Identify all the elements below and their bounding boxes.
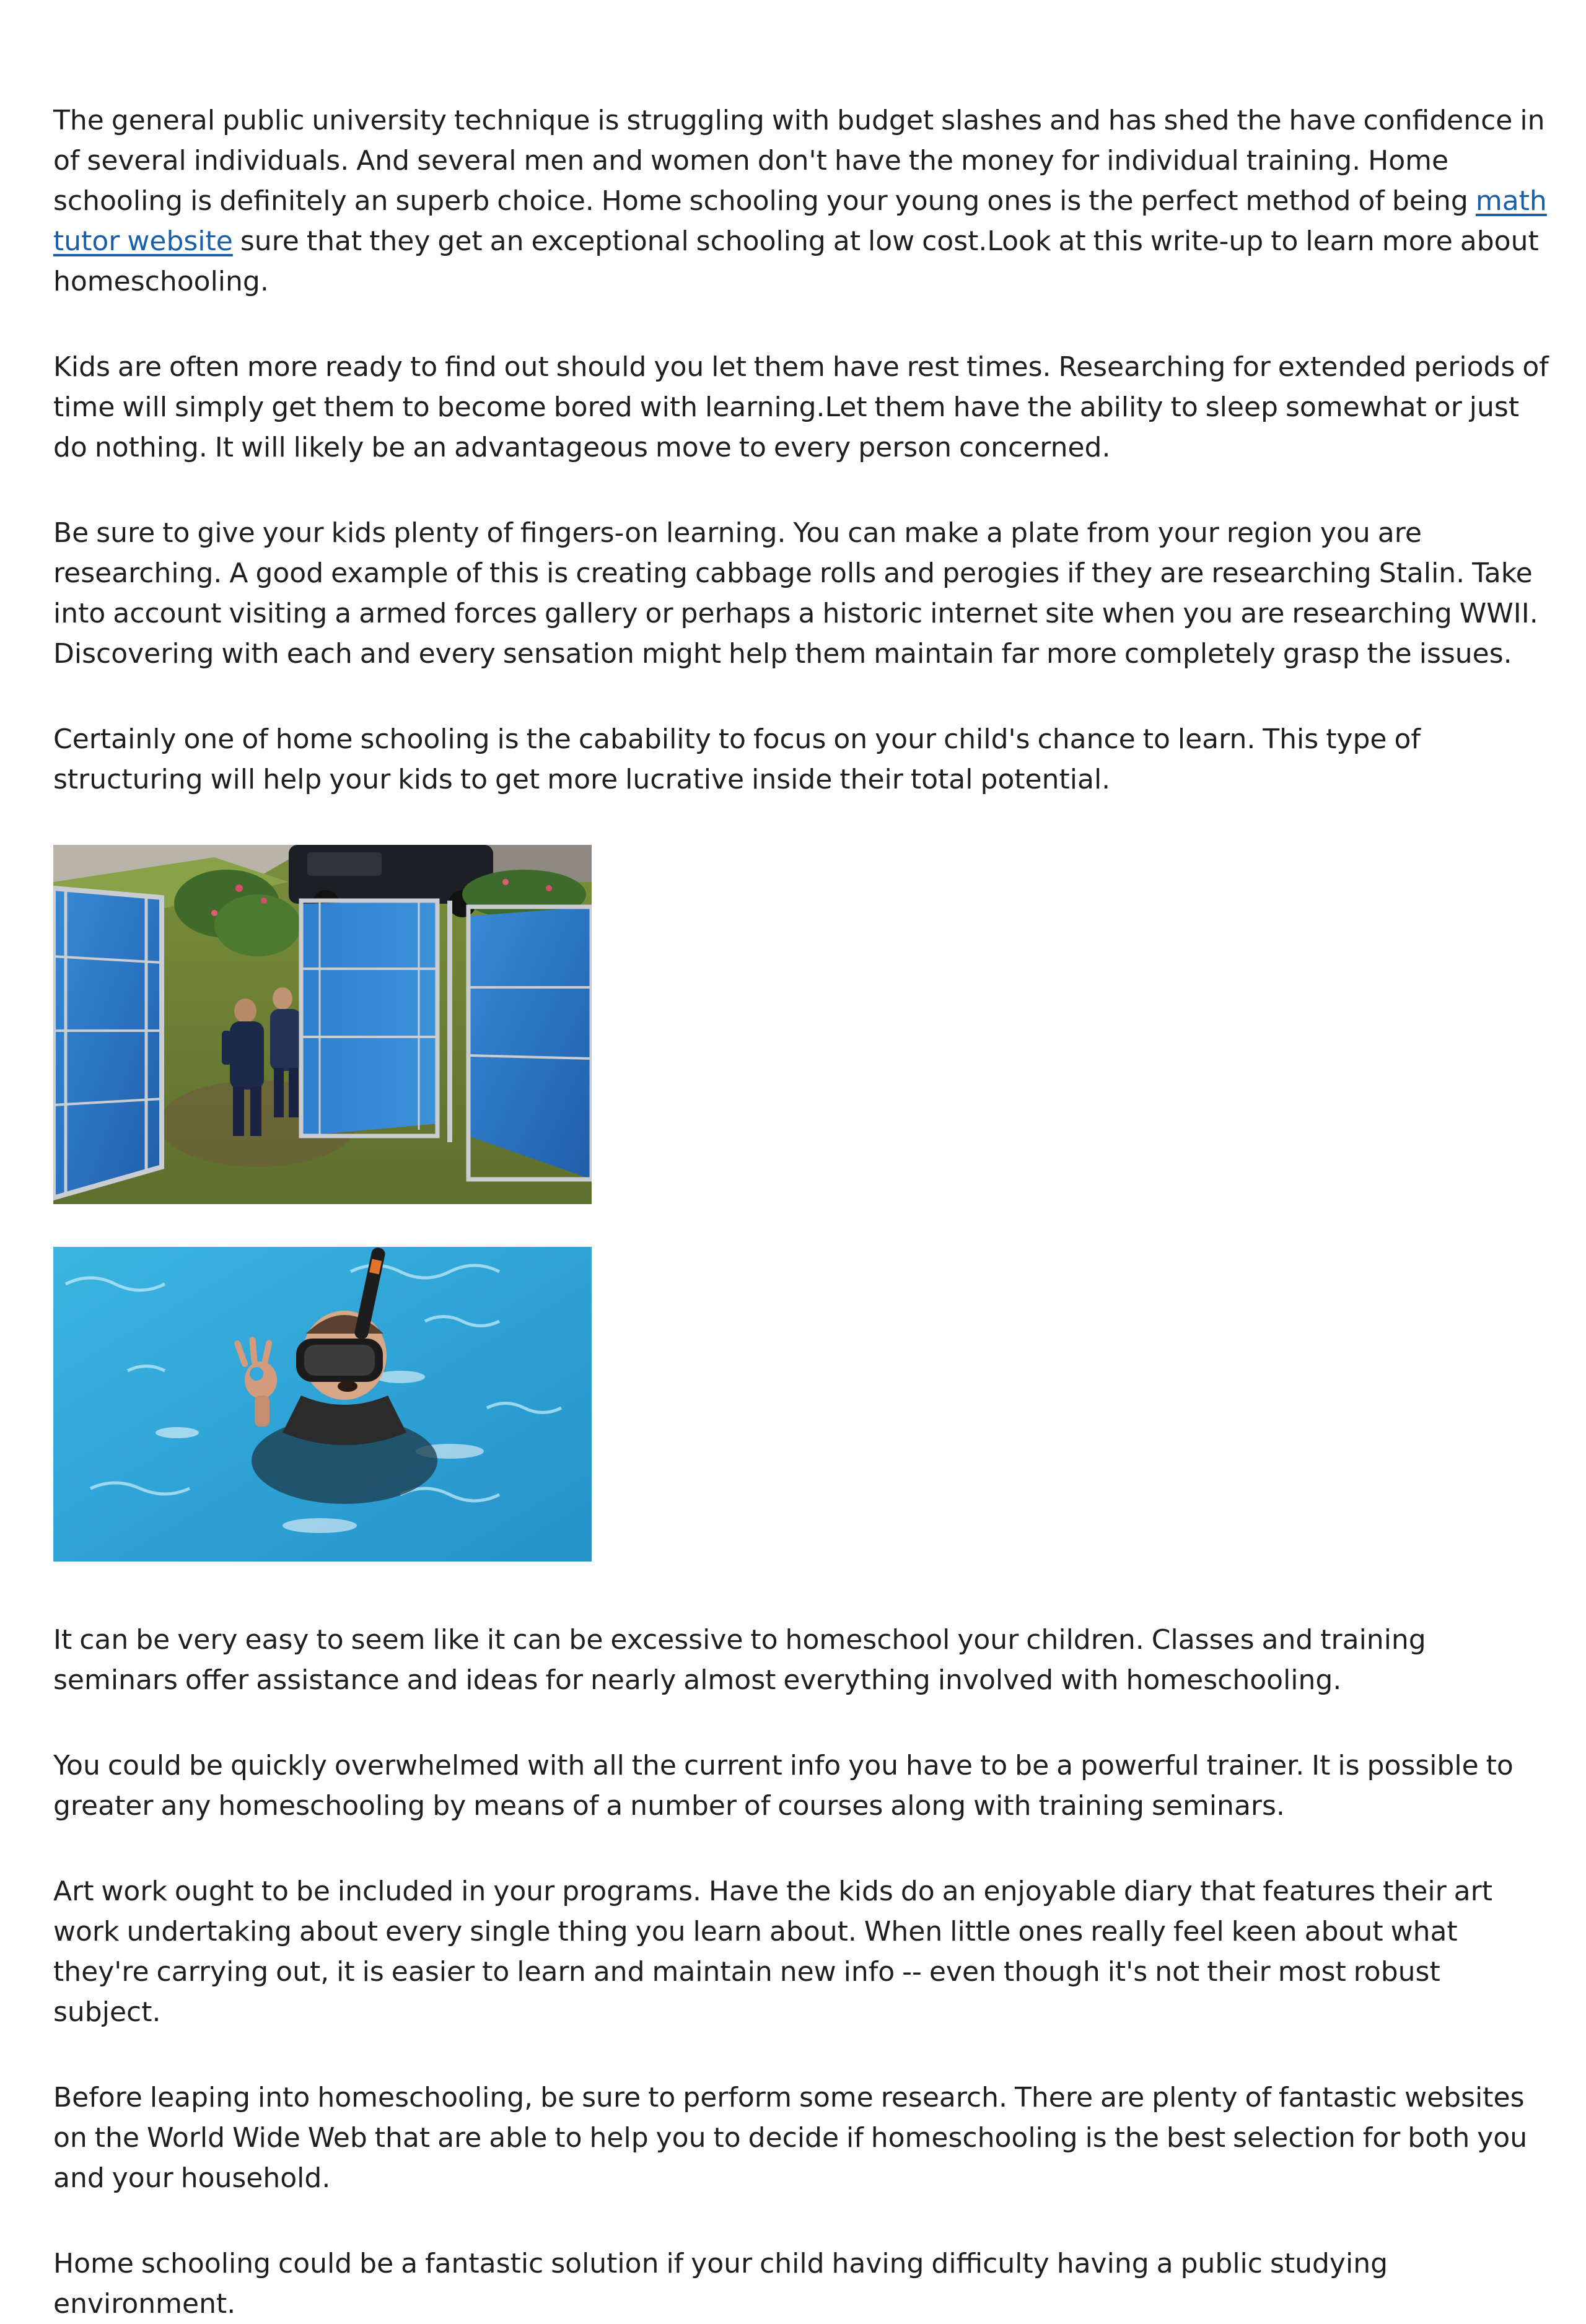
- paragraph-1-text-a: The general public university technique is struggling with budget slashes and has shed the have confidence in of several individuals. And several men and women don't have the money for individual training. Home schooling is definitely an superb choice. Home schooling your young ones is the perfect method of being: [53, 105, 1545, 217]
- paragraph-3: Be sure to give your kids plenty of fingers-on learning. You can make a plate from your region you are researching. A good example of this is creating cabbage rolls and perogies if they are researching Stalin. Take into account visiting a armed forces gallery or perhaps a historic internet site when you are researching WWII. Discovering with each and every sensation might help them maintain far more completely grasp the issues.: [53, 517, 1538, 670]
- article-body: [53, 100, 1553, 2324]
- paragraph-6: You could be quickly overwhelmed with all the current info you have to be a powerful trainer. It is possible to greater any homeschooling by means of a number of courses along with training seminars.: [53, 1750, 1514, 1822]
- paragraph-7: Art work ought to be included in your programs. Have the kids do an enjoyable diary that features their art work undertaking about every single thing you learn about. When little ones really feel keen about what they're carrying out, it is easier to learn and maintain new info -- even though it's not their most robust subject.: [53, 1876, 1492, 2028]
- paragraph-1-text-b: sure that they get an exceptional schooling at low cost.Look at this write-up to learn more about homeschooling.: [53, 225, 1539, 297]
- paragraph-2: Kids are often more ready to find out should you let them have rest times. Researching for extended periods of time will simply get them to become bored with learning.Let them have the ability to sleep somewhat or just do nothing. It will likely be an advantageous move to every person concerned.: [53, 351, 1549, 463]
- paragraph-9: Home schooling could be a fantastic solution if your child having difficulty having a public studying environment.: [53, 2248, 1388, 2320]
- photo-blue-fence-training: [53, 845, 592, 1204]
- paragraph-8: Before leaping into homeschooling, be sure to perform some research. There are plenty of fantastic websites on the World Wide Web that are able to help you to decide if homeschooling is the best selection for both you and your household.: [53, 2082, 1528, 2194]
- math-tutor-website-link[interactable]: math tutor website: [53, 185, 1547, 257]
- paragraph-1: [53, 100, 1553, 302]
- photo-snorkel-diver-pool: [53, 1247, 592, 1562]
- paragraph-4: Certainly one of home schooling is the cabability to focus on your child's chance to learn. This type of structuring will help your kids to get more lucrative inside their total potential.: [53, 723, 1421, 795]
- paragraph-5: It can be very easy to seem like it can be excessive to homeschool your children. Classes and training seminars offer assistance and ideas for nearly almost everything involved with homeschooling.: [53, 1624, 1426, 1696]
